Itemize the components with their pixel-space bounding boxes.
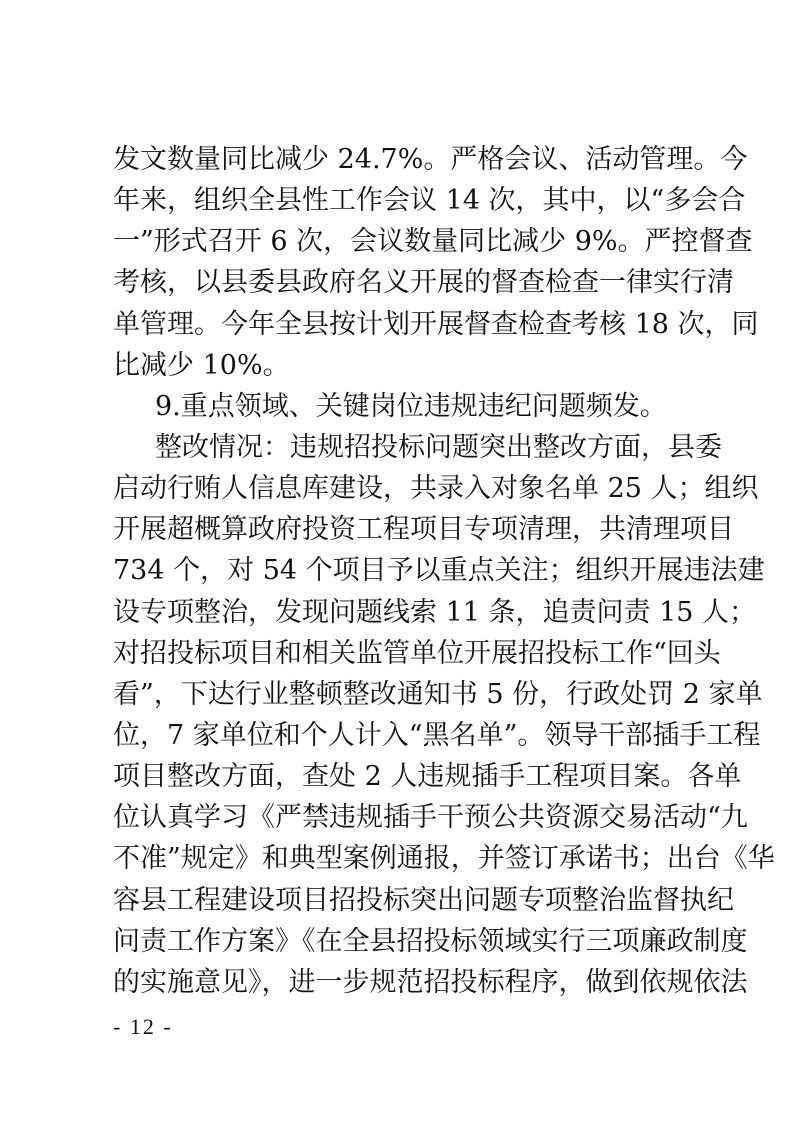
page-number: - 12 - [113,1014,173,1039]
text-line: 一”形式召开 6 次，会议数量同比减少 9%。严控督查 [113,226,753,258]
text-line: 位，7 家单位和个人计入“黑名单”。领导干部插手工程 [113,719,761,751]
text-line: 的实施意见》，进一步规范招投标程序，做到依规依法 [113,966,748,998]
text-line: 容县工程建设项目招投标突出问题专项整治监督执纪 [113,884,734,916]
text-line: 比减少 10%。 [113,349,290,381]
text-line: 发文数量同比减少 24.7%。严格会议、活动管理。今 [113,144,748,175]
text-line: 734 个，对 54 个项目予以重点关注；组织开展违法建 [113,555,765,587]
text-line: 单管理。今年全县按计划开展督查检查考核 18 次，同 [113,308,759,340]
text-line: 设专项整治，发现问题线索 11 条，追责问责 15 人； [113,596,757,628]
text-line: 开展超概算政府投资工程项目专项清理，共清理项目 [113,514,734,546]
text-line: 年来，组织全县性工作会议 14 次，其中，以“多会合 [113,185,746,217]
document-body [113,139,775,1003]
text-line: 对招投标项目和相关监管单位开展招投标工作“回头 [113,637,721,669]
section-heading: 9.重点领域、关键岗位违规违纪问题频发。 [155,390,667,422]
text-line: 考核，以县委县政府名义开展的督查检查一律实行清 [113,267,734,299]
text-line: 项目整改方面，查处 2 人违规插手工程项目案。各单 [113,761,742,793]
text-line: 问责工作方案》《在全县招投标领域实行三项廉政制度 [113,925,748,957]
text-line: 看”，下达行业整顿整改通知书 5 份，行政处罚 2 家单 [113,678,763,710]
text-line: 启动行贿人信息库建设，共录入对象名单 25 人；组织 [113,473,759,505]
text-line: 位认真学习《严禁违规插手干预公共资源交易活动“九 [113,802,748,834]
text-line: 不准”规定》和典型案例通报，并签订承诺书；出台《华 [113,843,775,875]
text-line: 整改情况：违规招投标问题突出整改方面，县委 [155,431,722,463]
